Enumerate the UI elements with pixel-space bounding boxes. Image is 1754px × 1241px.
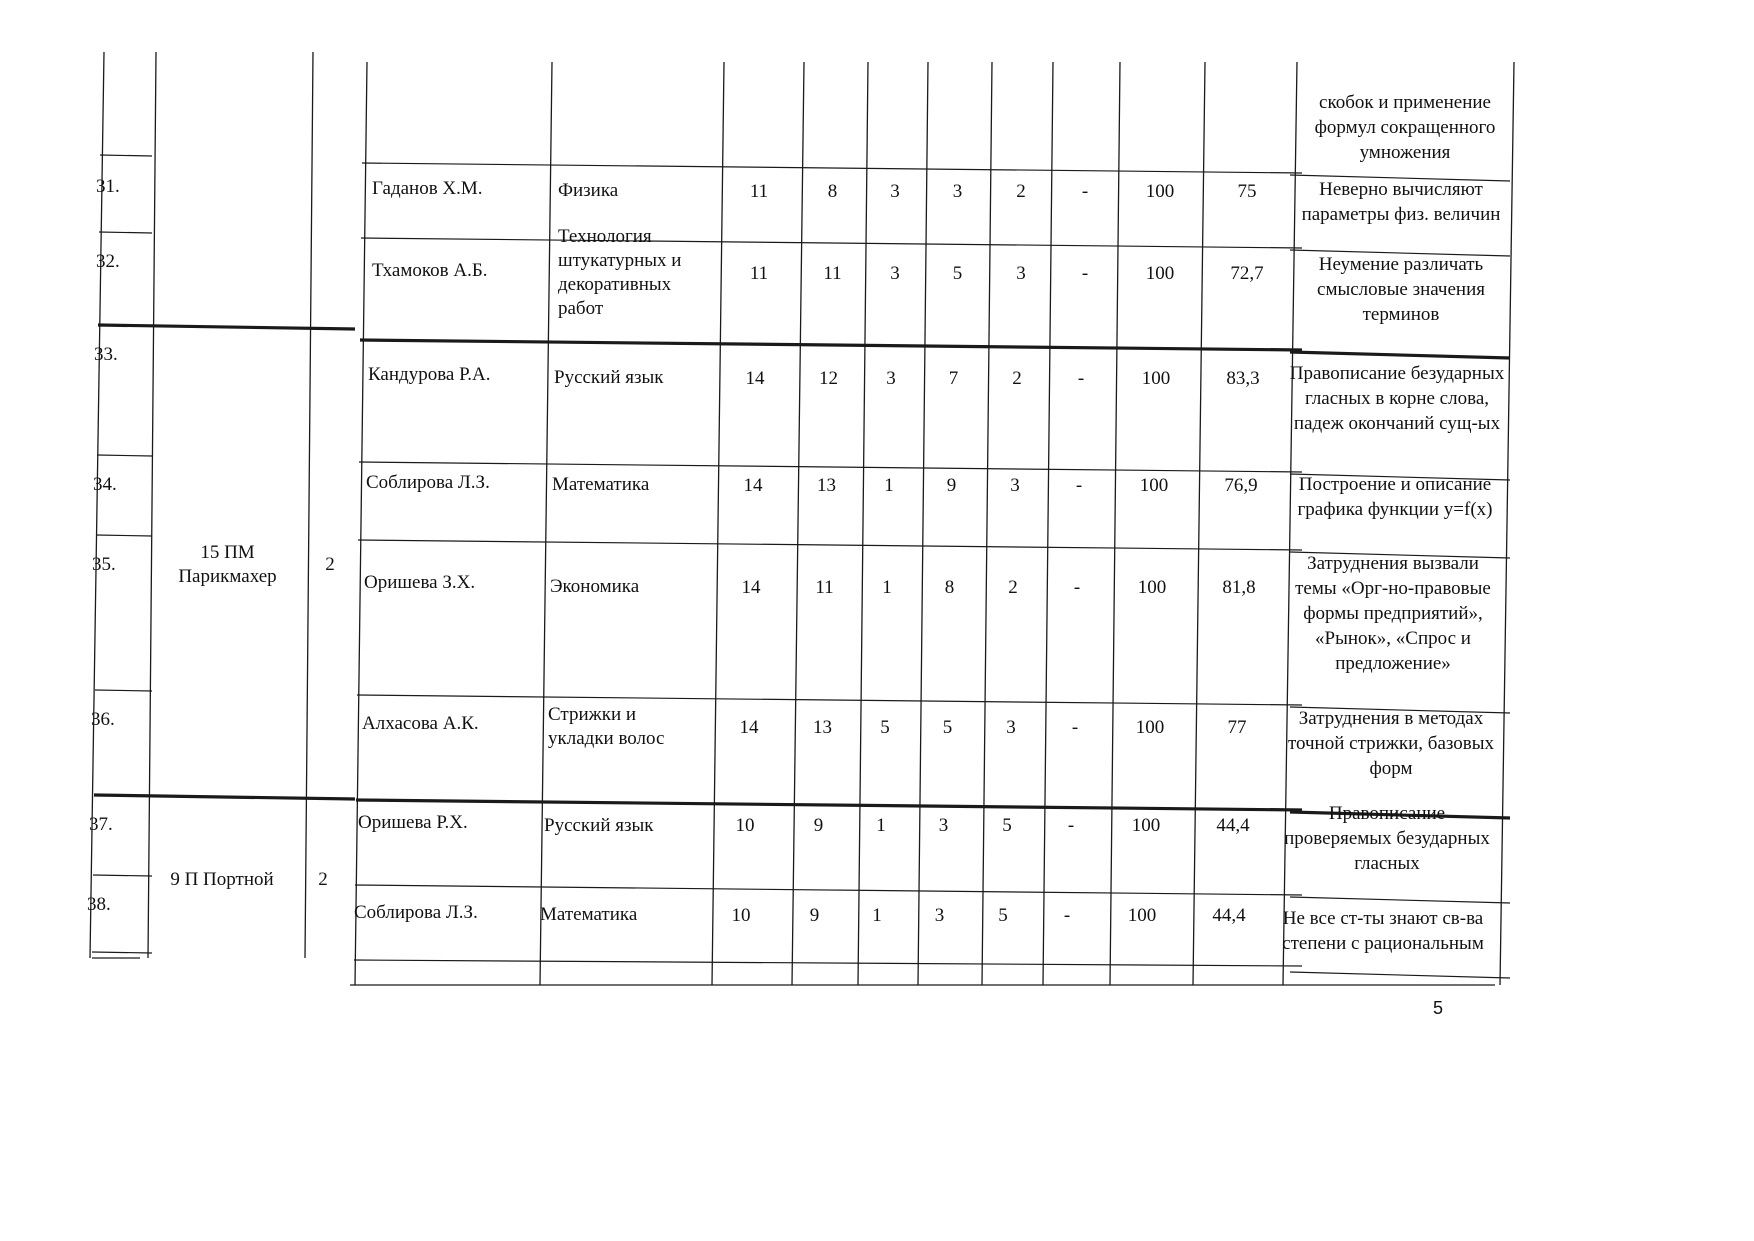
teacher-cell: Тхамоков А.Б.	[372, 259, 488, 281]
c3-cell: 2	[1012, 368, 1022, 390]
note-cell: Правописание безударных гласных в корне слова, падеж окончаний сущ-ых	[1289, 362, 1505, 434]
quality-cell: 44,4	[1216, 815, 1250, 837]
row-number-cell: 38.	[87, 894, 111, 915]
teacher-cell: Алхасова А.К.	[362, 712, 479, 734]
subject-cell: Русский язык	[544, 814, 654, 836]
total-cell: 14	[741, 577, 761, 599]
success-cell: 100	[1131, 815, 1161, 837]
teacher-cell: Оришева Р.Х.	[358, 812, 468, 834]
row-number-cell: 31.	[96, 176, 120, 197]
note-cell: скобок и применение формул сокращенного умножения	[1314, 91, 1496, 163]
column-line	[305, 52, 313, 958]
c5-cell: 1	[876, 815, 886, 837]
c5-cell: 5	[880, 716, 890, 738]
row-number-cell: 32.	[96, 251, 120, 272]
quality-cell: 81,8	[1222, 577, 1256, 599]
c2-cell: -	[1081, 180, 1089, 202]
c4-cell: 5	[952, 263, 963, 285]
subject-cell: Математика	[552, 474, 650, 496]
total-cell: 14	[739, 716, 759, 738]
row-number-cell: 36.	[91, 709, 115, 730]
c5-cell: 1	[884, 475, 894, 497]
note-cell: Неверно вычисляют параметры физ. величин	[1301, 179, 1501, 225]
wrote-cell: 13	[817, 475, 836, 497]
note-cell: Затруднения в методах точной стрижки, базовых форм	[1287, 708, 1495, 779]
success-cell: 100	[1145, 263, 1175, 285]
subject-cell: Экономика	[550, 575, 640, 597]
total-cell: 14	[743, 475, 763, 497]
subject-cell: Русский язык	[554, 367, 664, 388]
c5-cell: 3	[890, 180, 900, 202]
wrote-cell: 9	[809, 905, 820, 926]
success-cell: 100	[1135, 716, 1165, 738]
wrote-cell: 11	[823, 263, 842, 285]
success-cell: 100	[1137, 577, 1167, 599]
success-cell: 100	[1139, 475, 1169, 497]
total-cell: 10	[735, 815, 755, 837]
c2-cell: -	[1063, 905, 1071, 926]
quality-cell: 44,4	[1212, 905, 1246, 926]
wrote-cell: 8	[827, 180, 838, 202]
c4-cell: 3	[938, 815, 949, 837]
c2-cell: -	[1071, 716, 1079, 738]
c2-cell: -	[1073, 577, 1081, 599]
row-line	[354, 960, 1302, 966]
group-name-cell: 15 ПМ Парикмахер	[178, 542, 277, 587]
subject-cell: Технология штукатурных и декоративных работ	[558, 226, 682, 320]
total-cell: 11	[749, 180, 769, 202]
course-cell: 2	[325, 554, 335, 575]
note-cell: Правописание проверяемых безударных гласных	[1284, 803, 1490, 874]
teacher-cell: Соблирова Л.З.	[366, 472, 490, 494]
note-cell: Неумение различать смысловые значения терминов	[1317, 253, 1485, 325]
quality-cell: 75	[1237, 180, 1257, 202]
c3-cell: 3	[1016, 263, 1026, 285]
row-line	[92, 952, 152, 953]
total-cell: 10	[731, 905, 751, 926]
total-cell: 14	[745, 368, 765, 390]
teacher-cell: Оришева З.Х.	[364, 571, 476, 593]
c4-cell: 3	[934, 905, 945, 926]
page-number: 5	[1433, 998, 1444, 1018]
row-number-cell: 33.	[94, 344, 118, 365]
quality-cell: 83,3	[1226, 368, 1260, 390]
c4-cell: 7	[948, 368, 959, 390]
c5-cell: 1	[882, 577, 892, 599]
c3-cell: 5	[998, 905, 1008, 926]
wrote-cell: 9	[813, 815, 824, 837]
teacher-cell: Соблирова Л.З.	[354, 901, 478, 923]
row-number-cell: 35.	[92, 554, 116, 575]
success-cell: 100	[1127, 905, 1157, 926]
wrote-cell: 12	[819, 368, 838, 390]
c2-cell: -	[1075, 475, 1083, 497]
teacher-cell: Гаданов Х.М.	[372, 177, 483, 199]
quality-cell: 77	[1227, 716, 1247, 738]
wrote-cell: 13	[813, 716, 832, 738]
row-number-cell: 37.	[89, 814, 113, 835]
row-line	[100, 155, 152, 156]
note-cell: Построение и описание графика функции y=f(x)	[1297, 474, 1493, 520]
success-cell: 100	[1145, 180, 1175, 202]
subject-cell: Физика	[558, 179, 619, 201]
subject-cell: Стрижки и укладки волос	[548, 703, 665, 749]
group-name-cell: 9 П Портной	[170, 869, 274, 890]
note-cell: Не все ст-ты знают св-ва степени с рациональным	[1282, 908, 1484, 954]
c4-cell: 8	[944, 577, 955, 599]
c3-cell: 2	[1008, 577, 1018, 599]
c3-cell: 3	[1010, 475, 1020, 497]
total-cell: 11	[749, 263, 769, 285]
wrote-cell: 11	[815, 577, 834, 599]
subject-cell: Математика	[540, 904, 638, 925]
quality-cell: 76,9	[1224, 475, 1258, 497]
c2-cell: -	[1081, 263, 1089, 285]
course-cell: 2	[318, 869, 328, 890]
c5-cell: 1	[872, 905, 882, 926]
quality-cell: 72,7	[1230, 263, 1264, 285]
note-cell: Затруднения вызвали темы «Орг-но-правовые формы предприятий», «Рынок», «Спрос и предложение»	[1295, 553, 1491, 674]
c5-cell: 3	[886, 368, 896, 390]
c2-cell: -	[1077, 368, 1085, 390]
c2-cell: -	[1067, 815, 1075, 837]
c4-cell: 9	[946, 475, 957, 497]
c4-cell: 3	[952, 180, 963, 202]
row-number-cell: 34.	[93, 474, 117, 495]
c3-cell: 2	[1016, 180, 1026, 202]
c3-cell: 3	[1006, 716, 1016, 738]
c3-cell: 5	[1002, 815, 1012, 837]
c5-cell: 3	[890, 263, 900, 285]
c4-cell: 5	[942, 716, 953, 738]
teacher-cell: Кандурова Р.А.	[368, 364, 491, 385]
success-cell: 100	[1141, 368, 1171, 390]
